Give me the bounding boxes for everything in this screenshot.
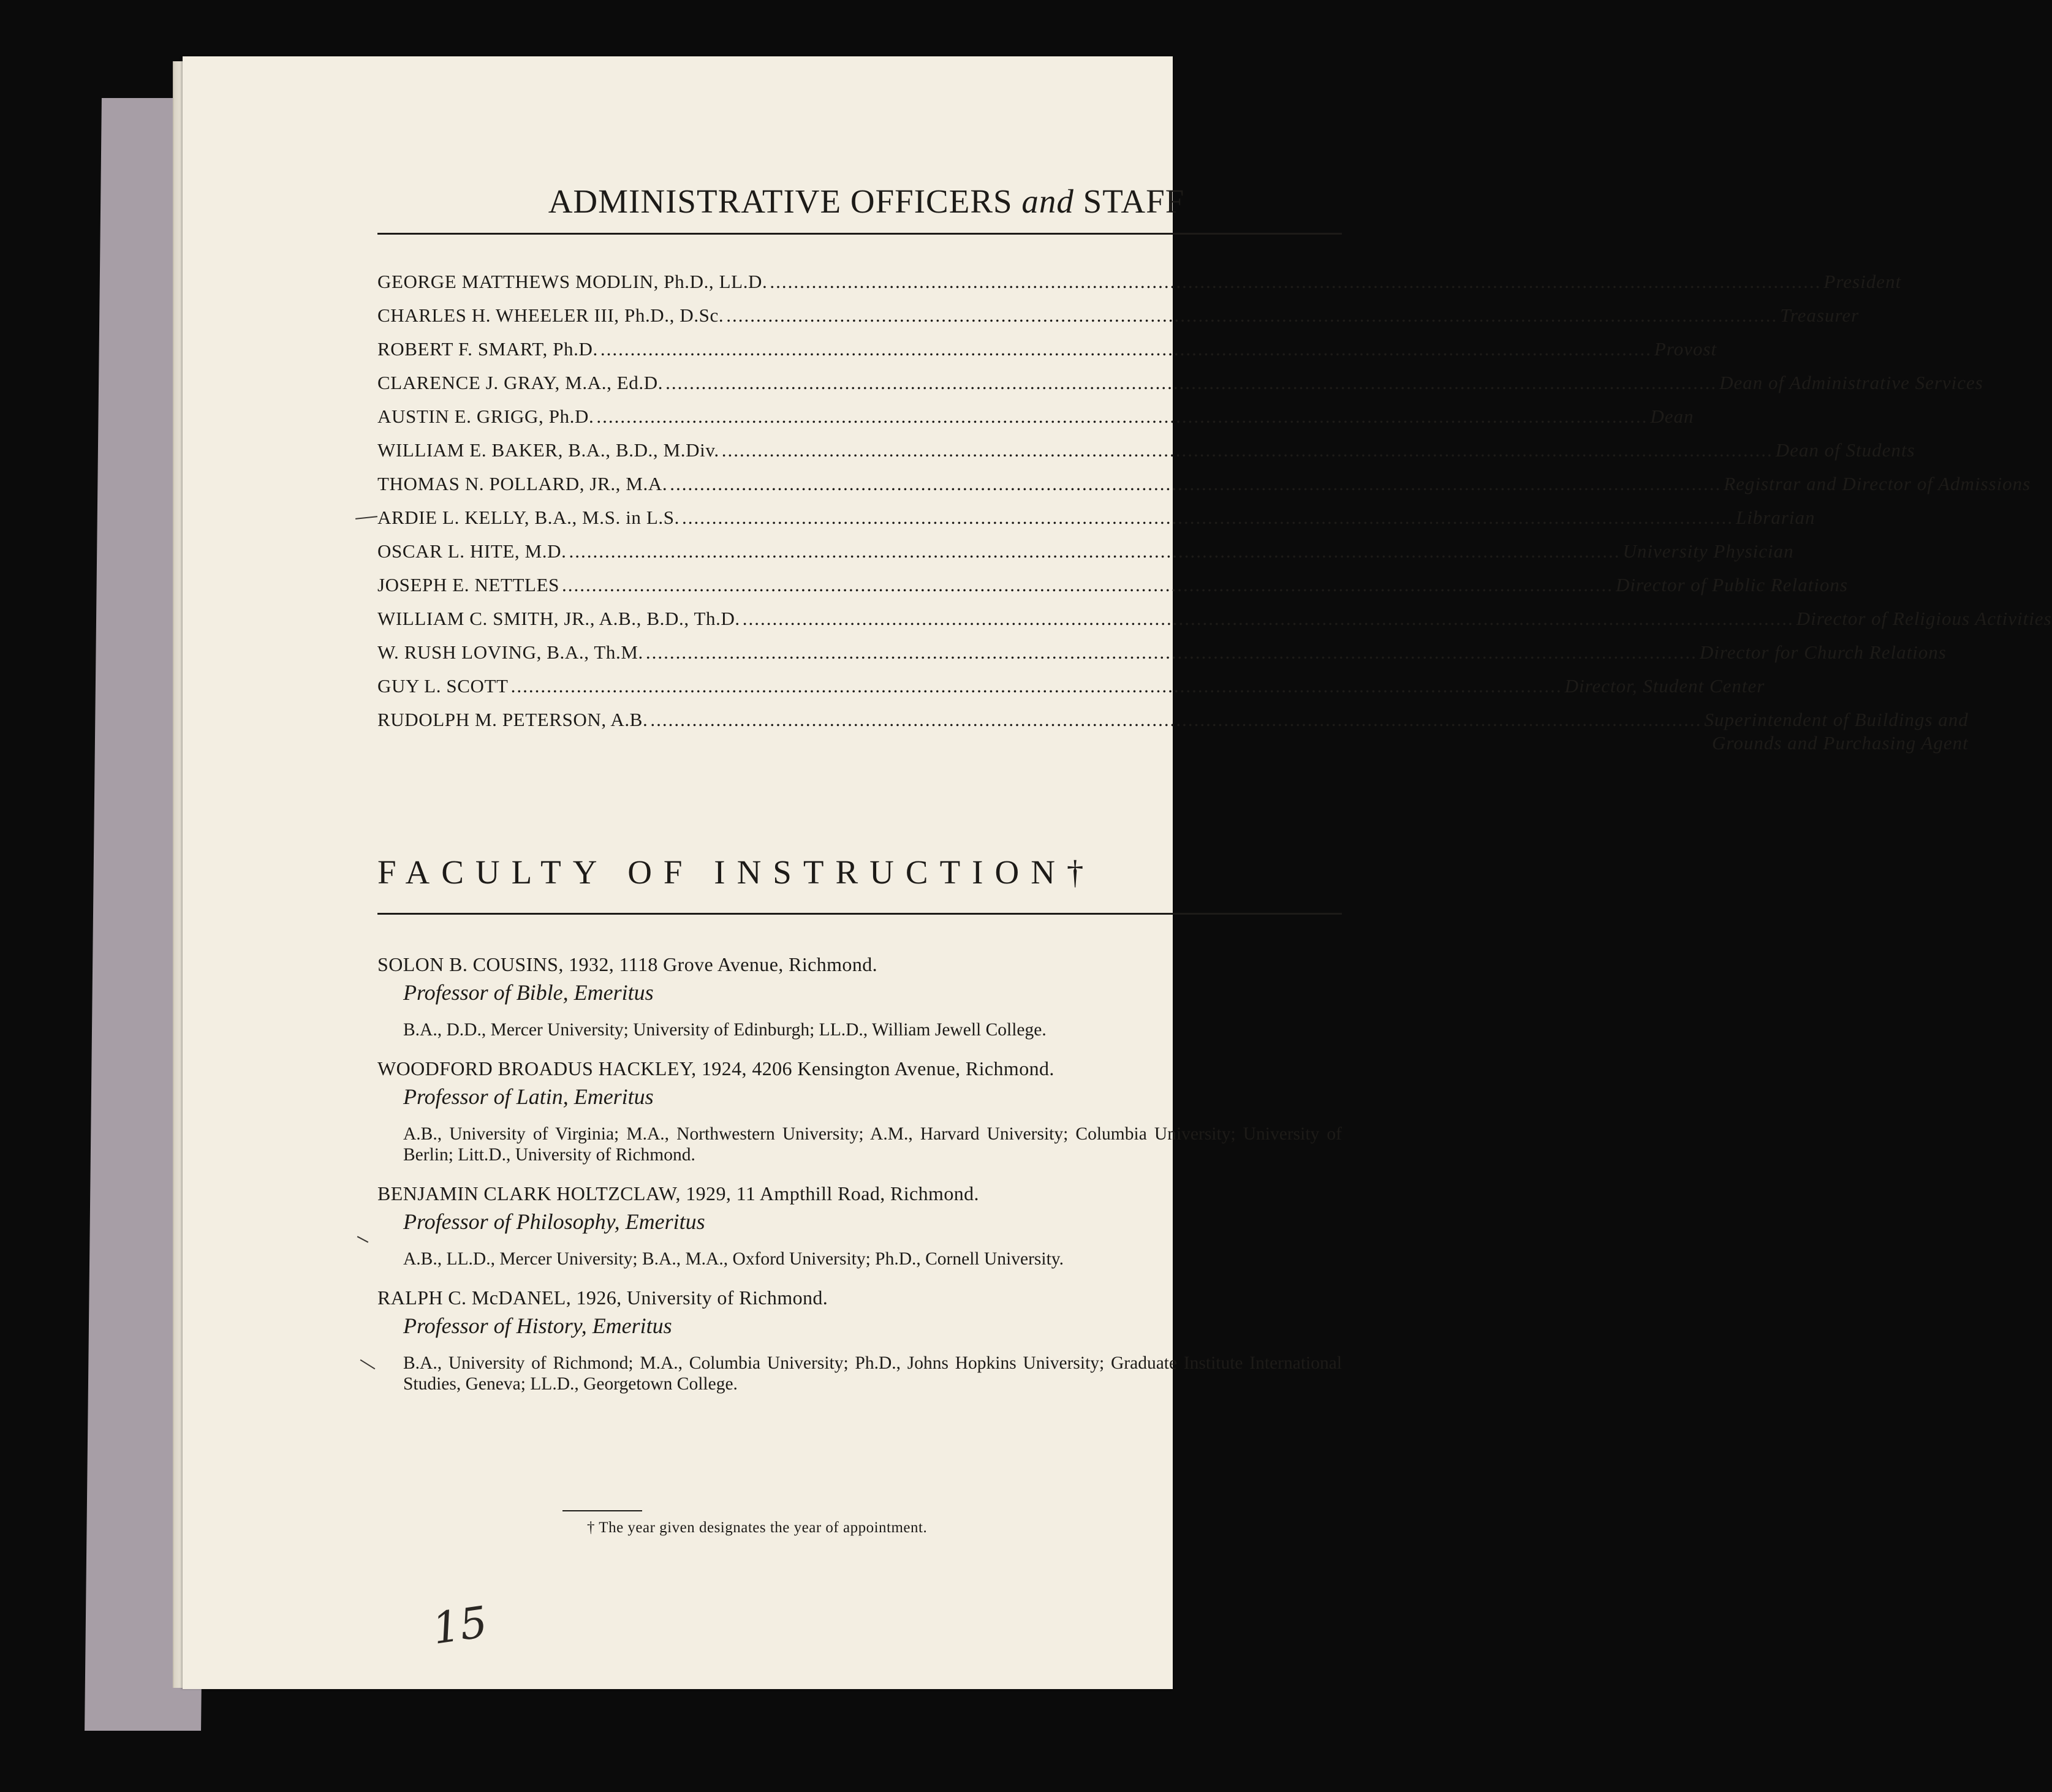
faculty-degrees: A.B., University of Virginia; M.A., Northwestern University; A.M., Harvard University; Columbia University; University of Berlin; Litt.D., University of Richmond. <box>403 1124 1342 1165</box>
handwritten-page-number: 15 <box>429 1597 491 1654</box>
heading-rule <box>377 913 1342 915</box>
faculty-entry <box>377 1181 1342 1269</box>
pencil-mark <box>357 1236 369 1242</box>
faculty-degrees: B.A., D.D., Mercer University; University of Edinburgh; LL.D., William Jewell College. <box>403 1020 1047 1040</box>
officer-row: CLARENCE J. GRAY, M.A., Ed.D. ..... Dean of Administrative Services <box>377 366 1342 399</box>
faculty-role: Professor of Bible, Emeritus <box>403 980 654 1005</box>
faculty-heading: FACULTY OF INSTRUCTION† <box>377 853 1096 891</box>
officers-list <box>377 265 2052 761</box>
officer-row: AUSTIN E. GRIGG, Ph.D. ..... Dean <box>377 399 1342 433</box>
faculty-name: RALPH C. McDANEL, 1926, University of Richmond. <box>377 1287 828 1309</box>
officer-row: WILLIAM E. BAKER, B.A., B.D., M.Div. ..... Dean of Students <box>377 433 1342 467</box>
faculty-name: WOODFORD BROADUS HACKLEY, 1924, 4206 Kensington Avenue, Richmond. <box>377 1057 1054 1079</box>
officer-row: W. RUSH LOVING, B.A., Th.M. ..... Director for Church Relations <box>377 635 1342 669</box>
document-page <box>183 56 2052 1689</box>
faculty-entry <box>377 1056 1342 1165</box>
pencil-mark <box>360 1359 376 1370</box>
officer-row: THOMAS N. POLLARD, JR., M.A. ..... Registrar and Director of Admissions <box>377 467 1342 501</box>
footnote: † The year given designates the year of appointment. <box>587 1519 928 1536</box>
faculty-role: Professor of Philosophy, Emeritus <box>403 1209 705 1234</box>
officer-row: OSCAR L. HITE, M.D. ..... University Physician <box>377 534 1342 568</box>
officer-row: JOSEPH E. NETTLES ..... Director of Public Relations <box>377 568 1342 602</box>
officer-row: ROBERT F. SMART, Ph.D. ..... Provost <box>377 332 1342 366</box>
officer-row: GUY L. SCOTT ..... Director, Student Center <box>377 669 1342 703</box>
faculty-list <box>377 952 1342 1410</box>
faculty-name: SOLON B. COUSINS, 1932, 1118 Grove Avenue, Richmond. <box>377 953 878 975</box>
officer-row: ARDIE L. KELLY, B.A., M.S. in L.S. ..... Librarian <box>377 501 1342 534</box>
heading-rule <box>377 233 1342 235</box>
pencil-mark <box>355 516 377 520</box>
faculty-degrees: A.B., LL.D., Mercer University; B.A., M.A., Oxford University; Ph.D., Cornell University. <box>403 1249 1064 1269</box>
officer-row: CHARLES H. WHEELER III, Ph.D., D.Sc. ..... Treasurer <box>377 298 1342 332</box>
officer-row: GEORGE MATTHEWS MODLIN, Ph.D., LL.D. ..... President <box>377 265 1342 298</box>
footnote-rule <box>562 1510 642 1511</box>
officer-row: WILLIAM C. SMITH, JR., A.B., B.D., Th.D. ..... Director of Religious Activities <box>377 602 1342 635</box>
administrative-heading: ADMINISTRATIVE OFFICERS and STAFF <box>548 183 1185 220</box>
faculty-role: Professor of History, Emeritus <box>403 1314 672 1338</box>
faculty-entry <box>377 1285 1342 1394</box>
faculty-degrees: B.A., University of Richmond; M.A., Columbia University; Ph.D., Johns Hopkins University; Graduate Institute International Studies, Geneva; LL.D., Georgetown College. <box>403 1353 1342 1394</box>
faculty-name: BENJAMIN CLARK HOLTZCLAW, 1929, 11 Ampthill Road, Richmond. <box>377 1182 979 1204</box>
faculty-entry <box>377 952 1342 1040</box>
officer-row: RUDOLPH M. PETERSON, A.B. ..... Superintendent of Buildings and Grounds and Purchasing Agent <box>377 703 1342 761</box>
faculty-role: Professor of Latin, Emeritus <box>403 1084 654 1109</box>
